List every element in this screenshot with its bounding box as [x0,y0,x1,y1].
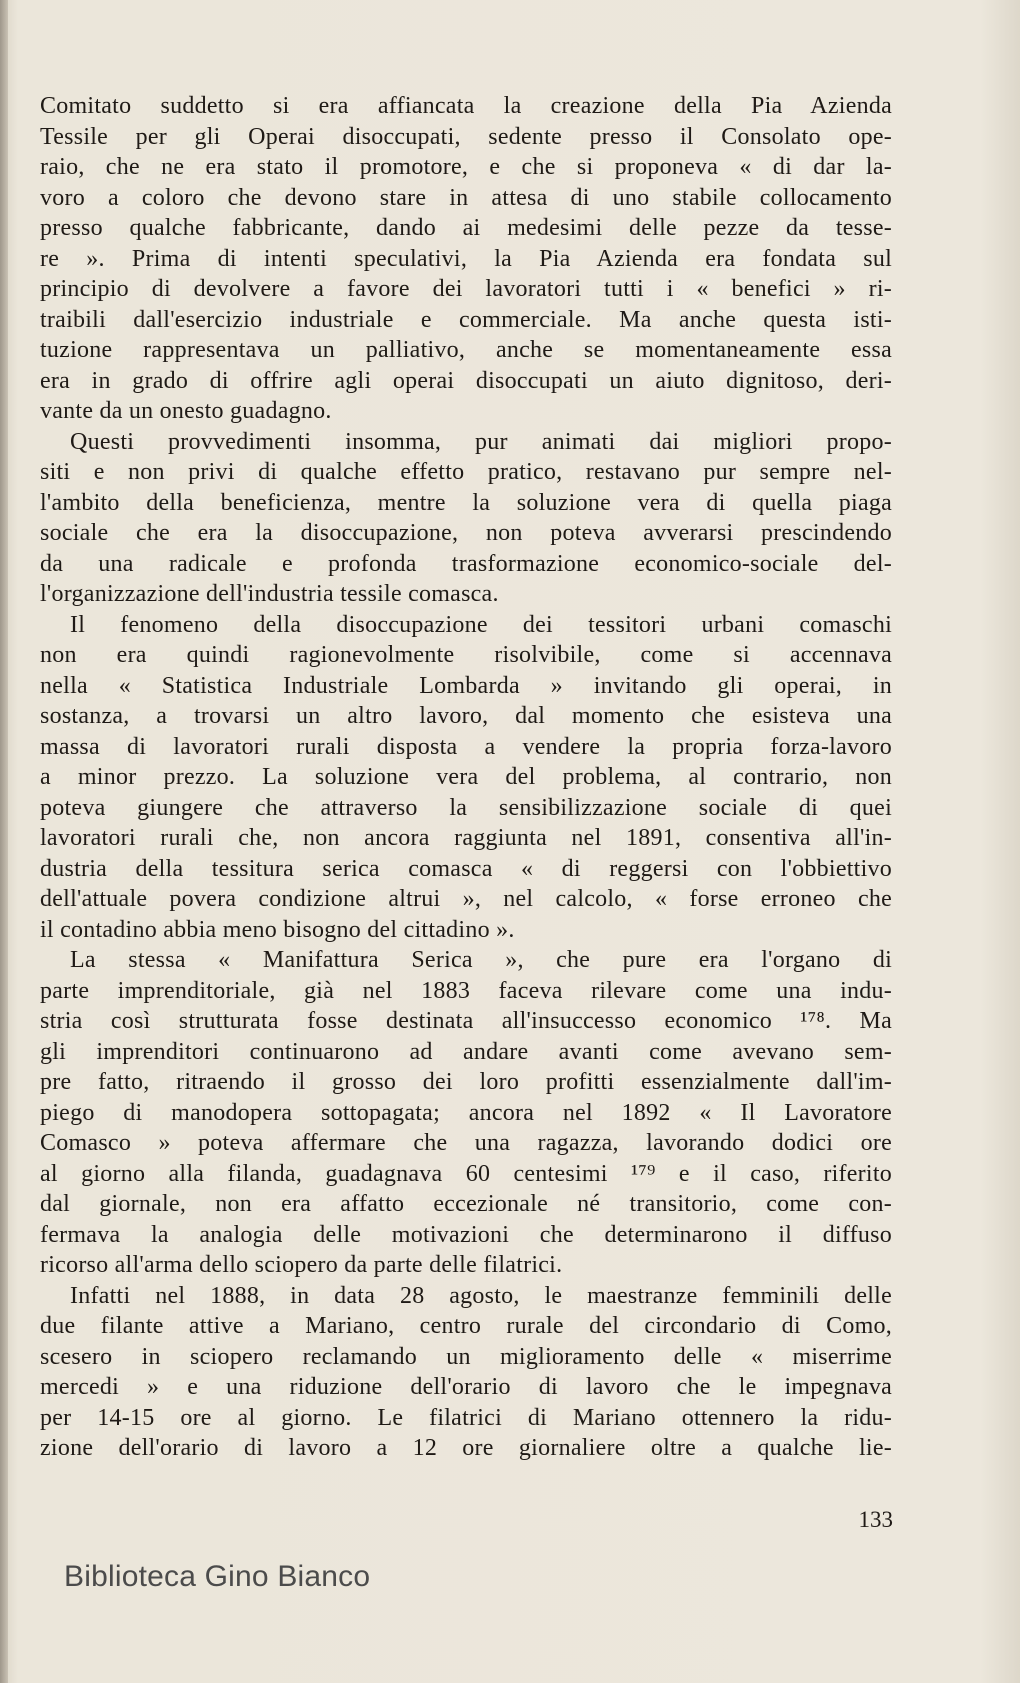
text-line: La stessa « Manifattura Serica », che pure era l'organo di [70,947,892,973]
text-line: non era quindi ragionevolmente risolvibile, come si accennava [40,642,892,668]
text-line: Il fenomeno della disoccupazione dei tessitori urbani comaschi [70,611,892,638]
page-binding-shadow [0,0,8,1683]
text-line: presso qualche fabbricante, dando ai medesimi delle pezze da tesse- [40,215,892,241]
text-line: sostanza, a trovarsi un altro lavoro, dal momento che esisteva una [40,703,892,729]
text-line: gli imprenditori continuarono ad andare avanti come avevano sem- [40,1038,892,1065]
text-line: dustria della tessitura serica comasca « di reggersi con l'obbiettivo [40,855,892,882]
text-line: raio, che ne era stato il promotore, e che si proponeva « di dar la- [40,154,892,180]
text-line: pre fatto, ritraendo il grosso dei loro profitti essenzialmente dall'im- [40,1069,892,1095]
text-line: dell'attuale povera condizione altrui », nel calcolo, « forse erroneo che [40,886,892,912]
text-line: re ». Prima di intenti speculativi, la Pia Azienda era fondata sul [40,245,892,272]
text-line: due filante attive a Mariano, centro rurale del circondario di Como, [40,1313,892,1339]
text-line: massa di lavoratori rurali disposta a vendere la propria forza-lavoro [40,733,892,760]
text-line: Questi provvedimenti insomma, pur animati dai migliori propo- [70,428,892,455]
paragraph-4 [40,945,892,1281]
text-line: principio di devolvere a favore dei lavoratori tutti i « benefici » ri- [40,276,892,302]
text-line: era in grado di offrire agli operai disoccupati un aiuto dignitoso, deri- [40,367,892,394]
text-line: il contadino abbia meno bisogno del cittadino ». [40,916,515,943]
text-line: Comasco » poteva affermare che una ragazza, lavorando dodici ore [40,1130,892,1156]
text-line: tuzione rappresentava un palliativo, anche se momentaneamente essa [40,337,892,363]
paragraph-2 [40,427,892,610]
text-line: siti e non privi di qualche effetto pratico, restavano pur sempre nel- [40,459,892,485]
text-line: zione dell'orario di lavoro a 12 ore giornaliere oltre a qualche lie- [40,1435,892,1461]
text-line: l'ambito della beneficienza, mentre la soluzione vera di quella piaga [40,489,892,516]
text-line: l'organizzazione dell'industria tessile comasca. [40,581,499,607]
text-line: vante da un onesto guadagno. [40,398,332,424]
text-line: Infatti nel 1888, in data 28 agosto, le maestranze femminili delle [70,1282,892,1309]
text-line: scesero in sciopero reclamando un miglioramento delle « miserrime [40,1343,892,1370]
paragraph-5 [40,1281,892,1464]
text-line: lavoratori rurali che, non ancora raggiunta nel 1891, consentiva all'in- [40,825,892,851]
text-line: a minor prezzo. La soluzione vera del problema, al contrario, non [40,764,892,790]
text-line: mercedi » e una riduzione dell'orario di lavoro che le impegnava [40,1374,892,1400]
text-line: stria così strutturata fosse destinata all'insuccesso economico ¹⁷⁸. Ma [40,1008,892,1034]
body-text [40,91,892,1464]
page-number: 133 [858,1507,893,1532]
text-line: voro a coloro che devono stare in attesa di uno stabile collocamento [40,184,892,211]
text-line: da una radicale e profonda trasformazione economico-sociale del- [40,550,892,577]
text-line: ricorso all'arma dello sciopero da parte delle filatrici. [40,1252,563,1278]
text-line: piego di manodopera sottopagata; ancora nel 1892 « Il Lavoratore [40,1099,892,1126]
text-line: poteva giungere che attraverso la sensibilizzazione sociale di quei [40,794,892,821]
text-line: al giorno alla filanda, guadagnava 60 centesimi ¹⁷⁹ e il caso, riferito [40,1160,892,1187]
text-line: nella « Statistica Industriale Lombarda » invitando gli operai, in [40,672,892,699]
text-line: Comitato suddetto si era affiancata la creazione della Pia Azienda [40,93,892,119]
text-line: per 14-15 ore al giorno. Le filatrici di Mariano ottennero la ridu- [40,1404,892,1431]
paragraph-3 [40,610,892,946]
watermark: Biblioteca Gino Bianco [64,1560,371,1593]
text-line: sociale che era la disoccupazione, non poteva avverarsi prescindendo [40,520,892,546]
text-line: parte imprenditoriale, già nel 1883 faceva rilevare come una indu- [40,977,892,1004]
text-line: fermava la analogia delle motivazioni che determinarono il diffuso [40,1221,892,1248]
text-line: traibili dall'esercizio industriale e commerciale. Ma anche questa isti- [40,306,892,333]
paragraph-1 [40,91,892,427]
text-line: Tessile per gli Operai disoccupati, sedente presso il Consolato ope- [40,123,892,150]
text-line: dal giornale, non era affatto eccezionale né transitorio, come con- [40,1191,892,1217]
